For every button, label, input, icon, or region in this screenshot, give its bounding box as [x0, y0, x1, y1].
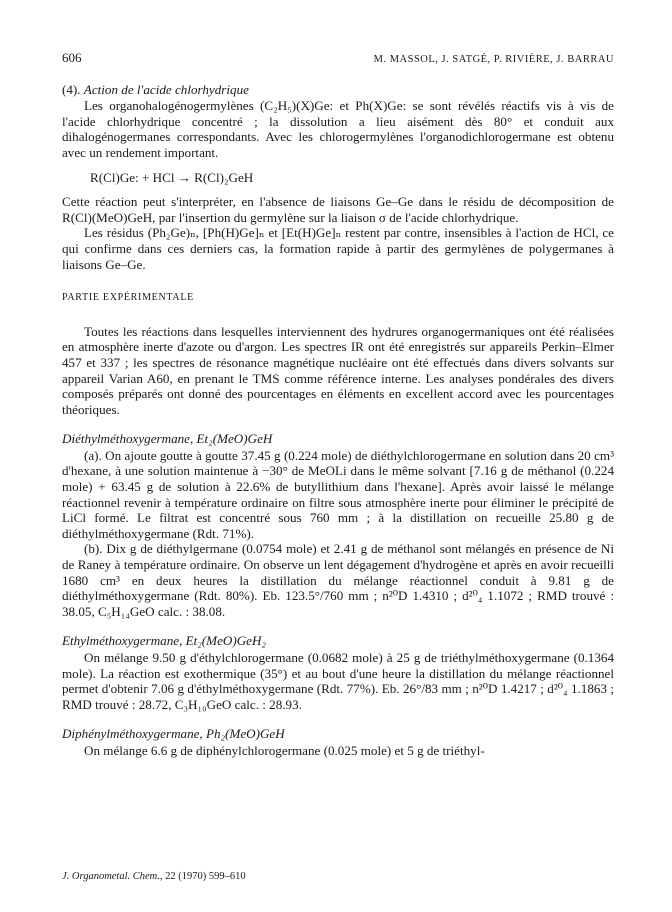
journal-citation: 22 (1970) 599–610	[165, 871, 246, 883]
section-number: (4).	[62, 81, 81, 97]
page-footer	[62, 869, 246, 885]
journal-name: J. Organometal. Chem.,	[62, 871, 163, 883]
paragraph-interpretation: Cette réaction peut s'interpréter, en l'absence de liaisons Ge–Ge dans le résidu de décomposition de R(Cl)(MeO)GeH, par l'insertion du germylène sur la liaison σ de l'acide chlorhydrique.	[62, 194, 614, 225]
compound-heading-ethylmethoxygermane: Ethylméthoxygermane, Et₂(MeO)GeH₂	[62, 633, 266, 649]
paragraph-method-b: (b). Dix g de diéthylgermane (0.0754 mole) et 2.41 g de méthanol sont mélangés en présence de Ni de Raney à température ordinaire. On observe un lent dégagement d'hydrogène et après en avoir recueilli 1680 cm³ en deux heures la distillation du mélange réactionnel conduit à 9.81 g de diéthylméthoxygermane (Rdt. 80%). Eb. 123.5°/760 mm ; n²⁰D 1.4310 ; d²⁰₄ 1.1072 ; RMD trouvé : 38.05, C₅H₁₄GeO calc. : 38.08.	[62, 541, 614, 619]
paragraph-residues: Les résidus (Ph₂Ge)ₙ, [Ph(H)Ge]ₙ et [Et(H)Ge]ₙ restent par contre, insensibles à l'action de HCl, ce qui confirme dans ces derniers cas, la formation rapide à partir des germylènes de polygermanes à liaisons Ge–Ge.	[62, 225, 614, 272]
compound-heading-diethylmethoxygermane: Diéthylméthoxygermane, Et₂(MeO)GeH	[62, 431, 273, 447]
paragraph-halogermylenes: Les organohalogénogermylènes (C₂H₅)(X)Ge: et Ph(X)Ge: se sont révélés réactifs vis à vis de l'acide chlorhydrique concentré ; la dissolution a lieu aisément dès 80° et conduit aux dihalogénogermanes correspondants. Avec les chlorogermylènes l'organodichlorogermane est obtenu avec un rendement important.	[62, 98, 614, 160]
paragraph-ethylmethoxygermane: On mélange 9.50 g d'éthylchlorogermane (0.0682 mole) à 25 g de triéthylméthoxygermane (0.1364 mole). La réaction est exothermique (35°) et au bout d'une heure la distillation du mélange réactionnel permet d'obtenir 7.06 g d'éthylméthoxygermane (Rdt. 77%). Eb. 26°/83 mm ; n²⁰D 1.4217 ; d²⁰₄ 1.1863 ; RMD trouvé : 28.72, C₃H₁₀GeO calc. : 28.93.	[62, 650, 614, 712]
reaction-equation: R(Cl)Ge: + HCl → R(Cl)₂GeH	[90, 169, 254, 185]
experimental-heading: PARTIE EXPÉRIMENTALE	[62, 292, 194, 304]
paragraph-experimental-intro: Toutes les réactions dans lesquelles interviennent des hydrures organogermaniques ont été réalisées en atmosphère inerte d'azote ou d'argon. Les spectres IR ont été enregistrés sur appareils Perkin–Elmer 457 et 337 ; les spectres de résonance magnétique nucléaire ont été effectués dans divers solvants sur appareil Varian A60, en prenant le TMS comme référence interne. Les analyses pondérales des divers composés préparés ont donné des pourcentages en éléments en excellent accord avec les pourcentages théoriques.	[62, 323, 614, 417]
section-heading-4	[62, 82, 614, 98]
paragraph-diphenylmethoxygermane: On mélange 6.6 g de diphénylchlorogermane (0.025 mole) et 5 g de triéthyl-	[84, 742, 485, 758]
page-header	[62, 50, 614, 68]
compound-heading-diphenylmethoxygermane: Diphénylméthoxygermane, Ph₂(MeO)GeH	[62, 726, 285, 742]
page-number: 606	[62, 50, 82, 65]
running-head: M. MASSOL, J. SATGÉ, P. RIVIÈRE, J. BARRAU	[373, 54, 614, 65]
section-title: Action de l'acide chlorhydrique	[83, 81, 249, 97]
paragraph-method-a: (a). On ajoute goutte à goutte 37.45 g (0.224 mole) de diéthylchlorogermane en solution dans 20 cm³ d'hexane, à une solution maintenue à −30° de MeOLi dans le même solvant [7.16 g de méthanol (0.224 mole) + 63.45 g de solution à 22.6% de butyllithium dans l'hexane]. Après avoir laissé le mélange réactionnel revenir à température ordinaire on filtre sous atmosphère inerte pour éliminer le précipité de LiCl formé. Le filtrat est concentré sous 760 mm ; à la distillation on recueille 25.80 g de diéthylméthoxygermane (Rdt. 71%).	[62, 447, 614, 541]
